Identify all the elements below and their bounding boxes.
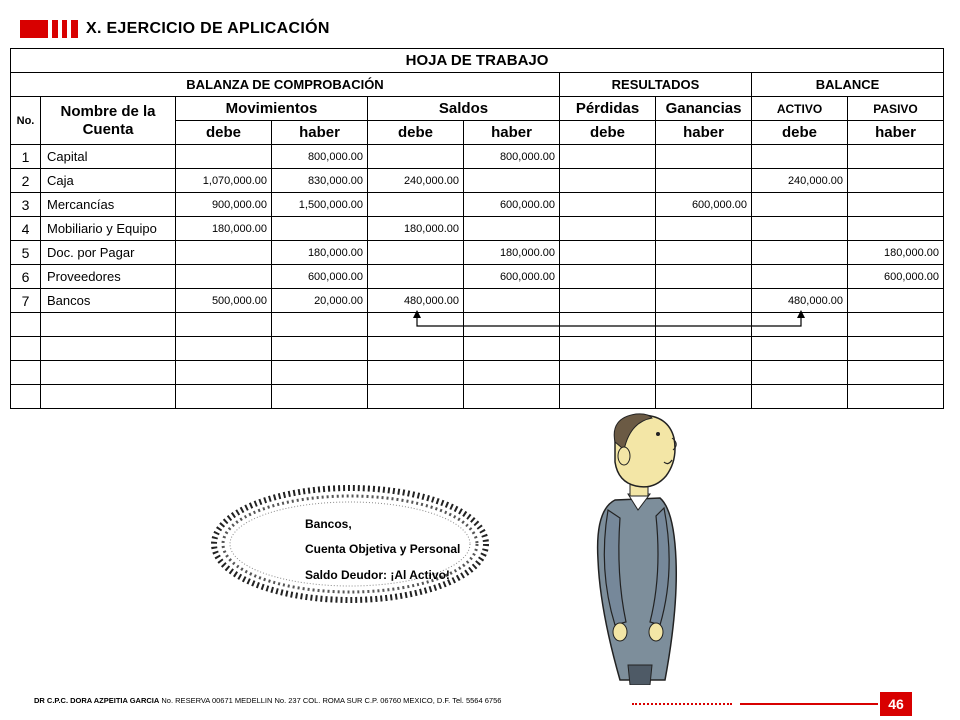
row-number: 5: [11, 241, 41, 265]
table-row: [11, 193, 944, 217]
cell-sal-haber: [464, 385, 560, 409]
cell-perdidas: [560, 265, 656, 289]
cell-ganancias: [656, 145, 752, 169]
page-number: 46: [880, 692, 912, 716]
cell-activo: [752, 361, 848, 385]
cell-ganancias: [656, 313, 752, 337]
cell-pasivo: [848, 145, 944, 169]
footer-address: No. RESERVA 00671 MEDELLIN No. 237 COL. ROMA SUR C.P. 06760 MEXICO, D.F. Tel. 5564 6756: [161, 696, 502, 705]
account-name: Bancos: [41, 289, 176, 313]
footer-credits: [34, 696, 501, 705]
row-number: 4: [11, 217, 41, 241]
cell-sal-haber: 600,000.00: [464, 193, 560, 217]
cell-mov-haber: 180,000.00: [272, 241, 368, 265]
table-row: [11, 217, 944, 241]
account-name: Capital: [41, 145, 176, 169]
header-saldos: Saldos: [368, 97, 560, 121]
header-haber: haber: [272, 121, 368, 145]
header-movimientos: Movimientos: [176, 97, 368, 121]
bubble-line-1: Bancos,: [305, 517, 352, 531]
header-pasivo: PASIVO: [848, 97, 944, 121]
cell-ganancias: [656, 241, 752, 265]
cell-activo: [752, 241, 848, 265]
cell-perdidas: [560, 385, 656, 409]
cell-mov-debe: [176, 145, 272, 169]
man-illustration: [560, 410, 710, 685]
cell-pasivo: [848, 193, 944, 217]
account-name: Mobiliario y Equipo: [41, 217, 176, 241]
cell-perdidas: [560, 289, 656, 313]
row-number: [11, 385, 41, 409]
table-row: [11, 337, 944, 361]
cell-sal-debe: [368, 313, 464, 337]
section-balanza: BALANZA DE COMPROBACIÓN: [11, 73, 560, 97]
cell-ganancias: 600,000.00: [656, 193, 752, 217]
cell-sal-haber: [464, 217, 560, 241]
cell-mov-haber: 20,000.00: [272, 289, 368, 313]
cell-mov-haber: [272, 217, 368, 241]
cell-sal-debe: [368, 385, 464, 409]
account-name: [41, 337, 176, 361]
cell-mov-debe: 180,000.00: [176, 217, 272, 241]
header-activo: ACTIVO: [752, 97, 848, 121]
row-number: 7: [11, 289, 41, 313]
row-number: 2: [11, 169, 41, 193]
cell-activo: [752, 193, 848, 217]
cell-sal-debe: [368, 361, 464, 385]
title-bars-decoration: [20, 20, 78, 38]
cell-sal-haber: 800,000.00: [464, 145, 560, 169]
cell-mov-haber: 1,500,000.00: [272, 193, 368, 217]
table-row: [11, 265, 944, 289]
table-row: [11, 385, 944, 409]
cell-ganancias: [656, 265, 752, 289]
cell-mov-debe: 500,000.00: [176, 289, 272, 313]
cell-mov-haber: [272, 385, 368, 409]
worksheet-title: HOJA DE TRABAJO: [11, 49, 944, 73]
cell-activo: [752, 337, 848, 361]
header-debe: debe: [368, 121, 464, 145]
cell-perdidas: [560, 241, 656, 265]
cell-sal-debe: [368, 193, 464, 217]
section-title: X. EJERCICIO DE APLICACIÓN: [86, 20, 330, 37]
cell-mov-debe: 900,000.00: [176, 193, 272, 217]
cell-sal-debe: [368, 265, 464, 289]
cell-mov-haber: [272, 337, 368, 361]
row-number: [11, 337, 41, 361]
cell-pasivo: 180,000.00: [848, 241, 944, 265]
cell-ganancias: [656, 169, 752, 193]
row-number: [11, 313, 41, 337]
cell-sal-debe: 480,000.00: [368, 289, 464, 313]
row-number: 1: [11, 145, 41, 169]
cell-mov-haber: [272, 313, 368, 337]
table-row: [11, 241, 944, 265]
table-row: [11, 361, 944, 385]
footer-dotted-rule: [632, 703, 732, 705]
bubble-line-2: Cuenta Objetiva y Personal: [305, 542, 461, 556]
cell-sal-haber: [464, 289, 560, 313]
cell-activo: [752, 265, 848, 289]
cell-mov-debe: [176, 313, 272, 337]
header-nombre: Nombre de la Cuenta: [41, 97, 176, 145]
cell-perdidas: [560, 361, 656, 385]
table-row: [11, 169, 944, 193]
cell-mov-debe: [176, 241, 272, 265]
cell-ganancias: [656, 337, 752, 361]
cell-pasivo: [848, 289, 944, 313]
header-debe: debe: [560, 121, 656, 145]
header-ganancias: Ganancias: [656, 97, 752, 121]
cell-pasivo: [848, 313, 944, 337]
account-name: Proveedores: [41, 265, 176, 289]
cell-activo: [752, 313, 848, 337]
header-perdidas: Pérdidas: [560, 97, 656, 121]
header-debe: debe: [752, 121, 848, 145]
cell-perdidas: [560, 337, 656, 361]
cell-pasivo: 600,000.00: [848, 265, 944, 289]
header-no: No.: [11, 97, 41, 145]
header-haber: haber: [464, 121, 560, 145]
account-name: Caja: [41, 169, 176, 193]
header-haber: haber: [656, 121, 752, 145]
cell-mov-debe: [176, 361, 272, 385]
bubble-line-3: Saldo Deudor: ¡Al Activo!: [305, 568, 450, 582]
cell-pasivo: [848, 385, 944, 409]
account-name: Doc. por Pagar: [41, 241, 176, 265]
header-debe: debe: [176, 121, 272, 145]
cell-ganancias: [656, 217, 752, 241]
cell-mov-haber: 830,000.00: [272, 169, 368, 193]
account-name: [41, 361, 176, 385]
row-number: [11, 361, 41, 385]
cell-sal-haber: [464, 361, 560, 385]
cell-mov-debe: [176, 385, 272, 409]
table-row: [11, 289, 944, 313]
cell-sal-debe: 240,000.00: [368, 169, 464, 193]
cell-mov-debe: [176, 265, 272, 289]
cell-mov-debe: [176, 337, 272, 361]
cell-activo: [752, 217, 848, 241]
account-name: [41, 385, 176, 409]
section-balance: BALANCE: [752, 73, 944, 97]
cell-sal-debe: [368, 145, 464, 169]
row-number: 3: [11, 193, 41, 217]
cell-sal-haber: 600,000.00: [464, 265, 560, 289]
table-row: [11, 145, 944, 169]
footer-rule: [740, 703, 878, 705]
cell-sal-debe: [368, 337, 464, 361]
cell-pasivo: [848, 169, 944, 193]
cell-perdidas: [560, 217, 656, 241]
table-row: [11, 313, 944, 337]
cell-pasivo: [848, 361, 944, 385]
cell-ganancias: [656, 361, 752, 385]
worksheet-table: [10, 48, 943, 409]
header-haber: haber: [848, 121, 944, 145]
cell-activo: [752, 385, 848, 409]
section-resultados: RESULTADOS: [560, 73, 752, 97]
cell-ganancias: [656, 385, 752, 409]
cell-perdidas: [560, 313, 656, 337]
footer-author: DR C.P.C. DORA AZPEITIA GARCIA: [34, 696, 160, 705]
cell-activo: 480,000.00: [752, 289, 848, 313]
cell-pasivo: [848, 337, 944, 361]
cell-perdidas: [560, 145, 656, 169]
cell-perdidas: [560, 169, 656, 193]
cell-mov-haber: 600,000.00: [272, 265, 368, 289]
cell-activo: 240,000.00: [752, 169, 848, 193]
cell-sal-debe: [368, 241, 464, 265]
cell-perdidas: [560, 193, 656, 217]
cell-activo: [752, 145, 848, 169]
cell-pasivo: [848, 217, 944, 241]
cell-sal-haber: [464, 169, 560, 193]
cell-mov-debe: 1,070,000.00: [176, 169, 272, 193]
cell-mov-haber: [272, 361, 368, 385]
row-number: 6: [11, 265, 41, 289]
account-name: Mercancías: [41, 193, 176, 217]
cell-sal-haber: [464, 337, 560, 361]
cell-ganancias: [656, 289, 752, 313]
cell-mov-haber: 800,000.00: [272, 145, 368, 169]
account-name: [41, 313, 176, 337]
cell-sal-debe: 180,000.00: [368, 217, 464, 241]
cell-sal-haber: 180,000.00: [464, 241, 560, 265]
cell-sal-haber: [464, 313, 560, 337]
